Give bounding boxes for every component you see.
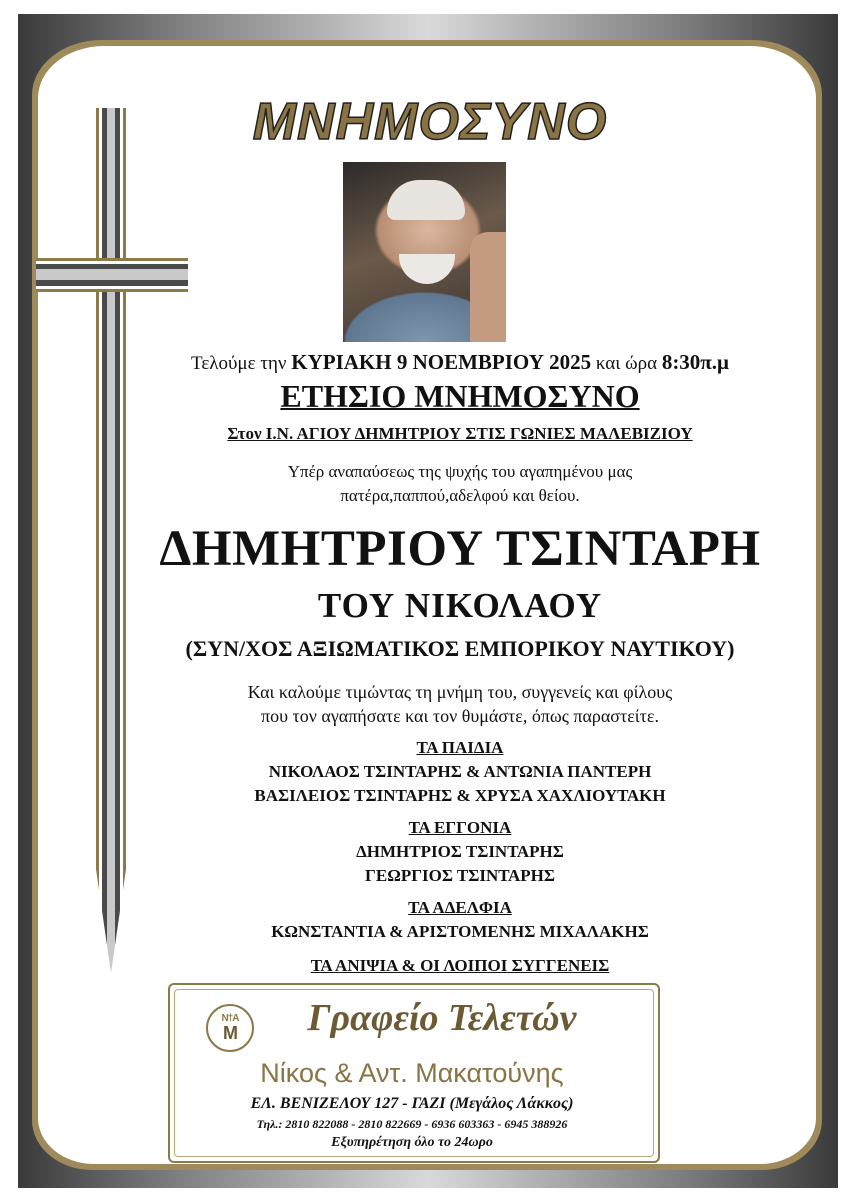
deceased-title: (ΣΥΝ/ΧΟΣ ΑΞΙΩΜΑΤΙΚΟΣ ΕΜΠΟΡΙΚΟΥ ΝΑΥΤΙΚΟΥ) [185,636,735,661]
cross-bar [36,258,188,292]
deceased-name: ΔΗΜΗΤΡΙΟΥ ΤΣΙΝΤΑΡΗ [159,521,761,577]
grandchildren-heading: ΤΑ ΕΓΓΟΝΙΑ [408,818,512,837]
funeral-office-names: Νίκος & Αντ. Μακατούνης [260,1058,564,1088]
event-title: ΕΤΗΣΙΟ ΜΝΗΜΟΣΥΝΟ [280,378,640,414]
deceased-father: ΤΟΥ ΝΙΚΟΛΑΟΥ [317,586,603,625]
church-location: Στον Ι.Ν. ΑΓΙΟΥ ΔΗΜΗΤΡΙΟΥ ΣΤΙΣ ΓΩΝΙΕΣ ΜΑΛΕΒΙΖΙΟΥ [227,424,693,443]
invitation-line: Τελούμε την ΚΥΡΙΑΚΗ 9 ΝΟΕΜΒΡΙΟΥ 2025 και ώρα 8:30π.μ [191,350,729,374]
page-title: ΜΝΗΜΟΣΥΝΟ [252,93,608,151]
funeral-office-logo-icon: Ν†Α Μ [206,1004,254,1052]
family-member: ΝΙΚΟΛΑΟΣ ΤΣΙΝΤΑΡΗΣ & ΑΝΤΩΝΙΑ ΠΑΝΤΕΡΗ [268,762,652,781]
invitation-call: Και καλούμε τιμώντας τη μνήμη του, συγγενείς και φίλους που τον αγαπήσατε και τον θυμάστε, όπως παραστείτε. [247,682,673,726]
portrait-photo [343,162,506,342]
prayer-text: Υπέρ αναπαύσεως της ψυχής του αγαπημένου μας πατέρα,παππού,αδελφού και θείου. [287,462,633,505]
family-member: ΒΑΣΙΛΕΙΟΣ ΤΣΙΝΤΑΡΗΣ & ΧΡΥΣΑ ΧΑΧΛΙΟΥΤΑΚΗ [254,786,666,805]
funeral-office-phones: Τηλ.: 2810 822088 - 2810 822669 - 6936 603363 - 6945 388926 [256,1117,568,1131]
funeral-office-address: ΕΛ. ΒΕΝΙΖΕΛΟΥ 127 - ΓΑΖΙ (Μεγάλος Λάκκος) [250,1095,574,1112]
funeral-office-service: Εξυπηρέτηση όλο το 24ωρο [331,1135,493,1150]
siblings-heading: ΤΑ ΑΔΕΛΦΙΑ [408,898,512,917]
other-relatives: ΤΑ ΑΝΙΨΙΑ & ΟΙ ΛΟΙΠΟΙ ΣΥΓΓΕΝΕΙΣ [310,956,610,975]
children-heading: ΤΑ ΠΑΙΔΙΑ [416,738,504,757]
funeral-office-heading: Γραφείο Τελετών [307,997,577,1039]
family-member: ΚΩΝΣΤΑΝΤΙΑ & ΑΡΙΣΤΟΜΕΝΗΣ ΜΙΧΑΛΑΚΗΣ [271,922,649,941]
family-member: ΔΗΜΗΤΡΙΟΣ ΤΣΙΝΤΑΡΗΣ [356,842,564,861]
family-member: ΓΕΩΡΓΙΟΣ ΤΣΙΝΤΑΡΗΣ [365,866,555,885]
